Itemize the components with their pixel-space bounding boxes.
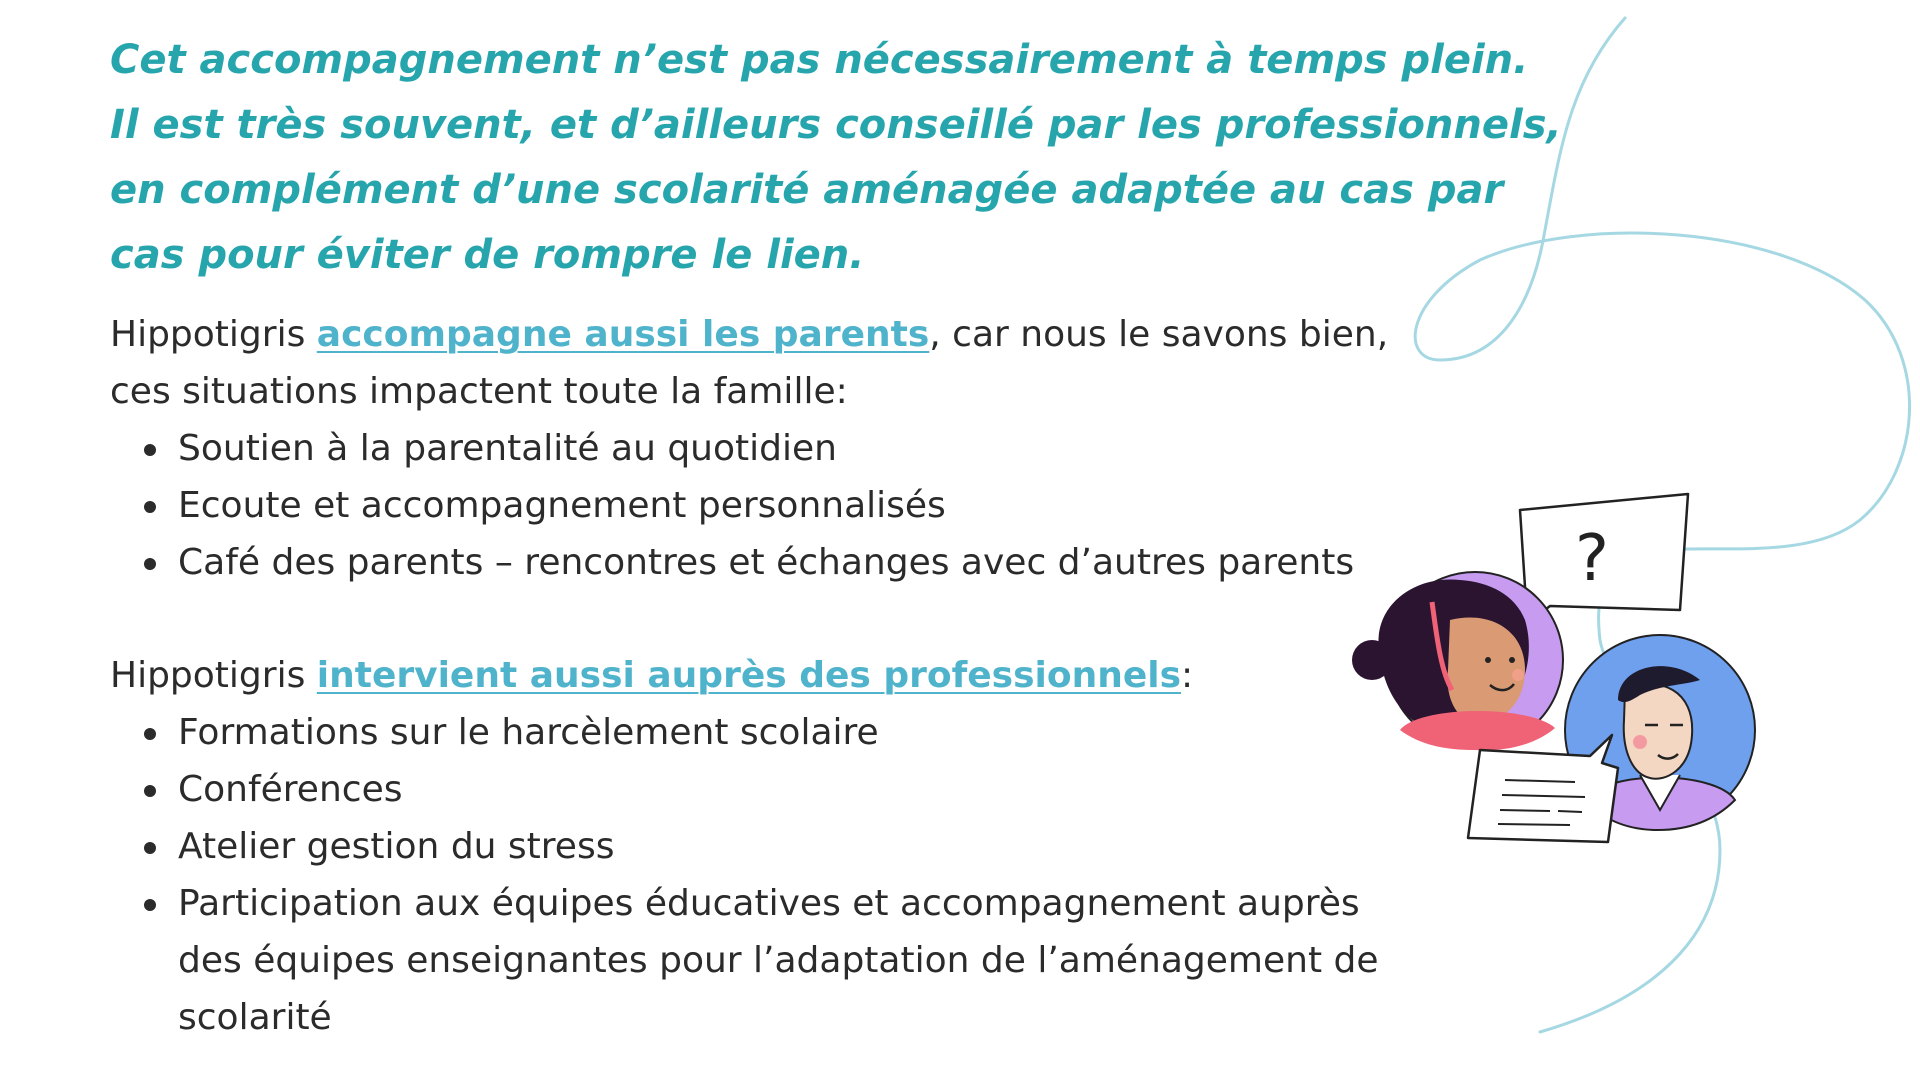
list-item: Conférences bbox=[178, 761, 1510, 818]
intro-line: Il est très souvent, et d’ailleurs conseillé par les professionnels, bbox=[110, 102, 1562, 148]
pros-list bbox=[110, 704, 1510, 1046]
parents-line-2: ces situations impactent toute la famille: bbox=[110, 371, 848, 412]
list-item: Formations sur le harcèlement scolaire bbox=[178, 704, 1510, 761]
list-item-line: des équipes enseignantes pour l’adaptation de l’aménagement de bbox=[178, 940, 1379, 981]
list-item: Soutien à la parentalité au quotidien bbox=[178, 420, 1510, 477]
intro-line: en complément d’une scolarité aménagée adaptée au cas par bbox=[110, 167, 1504, 213]
content-area bbox=[110, 28, 1562, 1046]
list-item: Café des parents – rencontres et échanges avec d’autres parents bbox=[178, 534, 1510, 591]
pros-line bbox=[110, 647, 1510, 704]
list-item: Ecoute et accompagnement personnalisés bbox=[178, 477, 1510, 534]
document-bubble-icon bbox=[1468, 735, 1618, 842]
intro-line: cas pour éviter de rompre le lien. bbox=[110, 232, 865, 278]
intro-heading bbox=[110, 28, 1562, 288]
pros-link[interactable]: intervient aussi auprès des professionnels bbox=[316, 655, 1182, 696]
parents-list bbox=[110, 420, 1510, 591]
woman-avatar-icon bbox=[1352, 572, 1563, 750]
pros-rest: : bbox=[1181, 655, 1194, 696]
list-item: Atelier gestion du stress bbox=[178, 818, 1510, 875]
pros-lead: Hippotigris bbox=[110, 655, 317, 696]
list-item-line: scolarité bbox=[178, 997, 332, 1038]
intro-line: Cet accompagnement n’est pas nécessairement à temps plein. bbox=[110, 37, 1529, 83]
parents-paragraph bbox=[110, 306, 1510, 420]
parents-rest: , car nous le savons bien, bbox=[929, 314, 1389, 355]
list-item-multiline bbox=[178, 875, 1510, 1046]
list-item-line: Participation aux équipes éducatives et accompagnement auprès bbox=[178, 883, 1360, 924]
spacer bbox=[110, 591, 1510, 647]
parents-line-1 bbox=[110, 306, 1510, 363]
pros-paragraph bbox=[110, 647, 1510, 704]
question-mark: ? bbox=[1575, 522, 1609, 596]
parents-lead: Hippotigris bbox=[110, 314, 317, 355]
conversation-illustration bbox=[1340, 480, 1780, 870]
parents-link[interactable]: accompagne aussi les parents bbox=[316, 314, 930, 355]
